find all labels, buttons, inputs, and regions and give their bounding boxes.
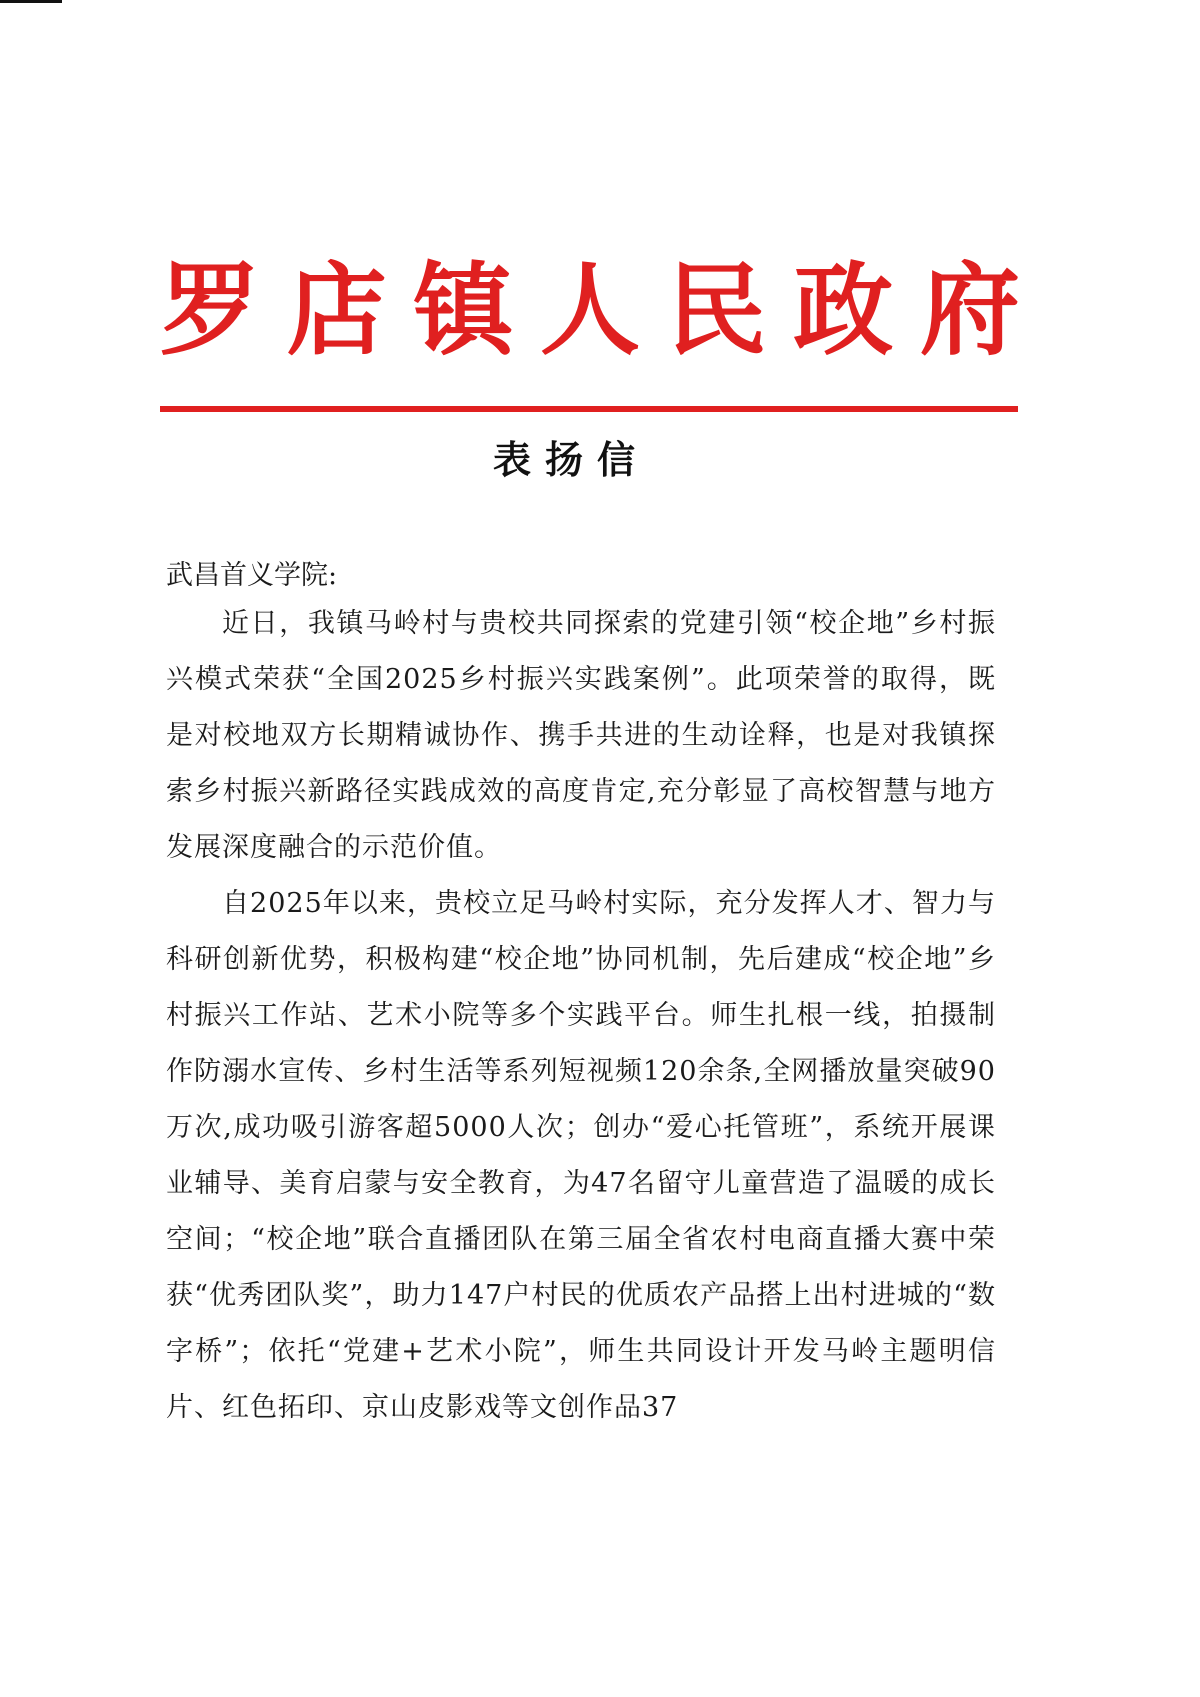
body-paragraph-1: 近日，我镇马岭村与贵校共同探索的党建引领“校企地”乡村振兴模式荣获“全国2025乡村振兴实践案例”。此项荣誉的取得，既是对校地双方长期精诚协作、携手共进的生动诠释，也是对我镇探索乡村振兴新路径实践成效的高度肯定,充分彰显了高校智慧与地方发展深度融合的示范价值。	[166, 608, 996, 863]
letter-body	[166, 596, 996, 1436]
letterhead-char: 政	[793, 251, 894, 369]
letterhead-issuer	[160, 250, 1020, 370]
salutation: 武昌首义学院:	[166, 560, 338, 591]
letterhead-char: 民	[666, 251, 767, 369]
document-title: 表扬信	[492, 437, 649, 482]
letterhead-red-rule	[160, 406, 1018, 412]
scan-edge-mark	[0, 0, 62, 3]
letterhead-char: 罗	[160, 251, 260, 369]
body-paragraph-2: 自2025年以来，贵校立足马岭村实际，充分发挥人才、智力与科研创新优势，积极构建“校企地”协同机制，先后建成“校企地”乡村振兴工作站、艺术小院等多个实践平台。师生扎根一线，拍摄制作防溺水宣传、乡村生活等系列短视频120余条,全网播放量突破90万次,成功吸引游客超5000人次；创办“爱心托管班”，系统开展课业辅导、美育启蒙与安全教育，为47名留守儿童营造了温暖的成长空间；“校企地”联合直播团队在第三届全省农村电商直播大赛中荣获“优秀团队奖”，助力147户村民的优质农产品搭上出村进城的“数字桥”；依托“党建+艺术小院”，师生共同设计开发马岭主题明信片、红色拓印、京山皮影戏等文创作品37	[166, 888, 996, 1423]
letterhead-char: 人	[539, 251, 640, 369]
letterhead-char: 府	[919, 251, 1020, 369]
letterhead-char: 镇	[413, 251, 514, 369]
letterhead-char: 店	[286, 251, 387, 369]
